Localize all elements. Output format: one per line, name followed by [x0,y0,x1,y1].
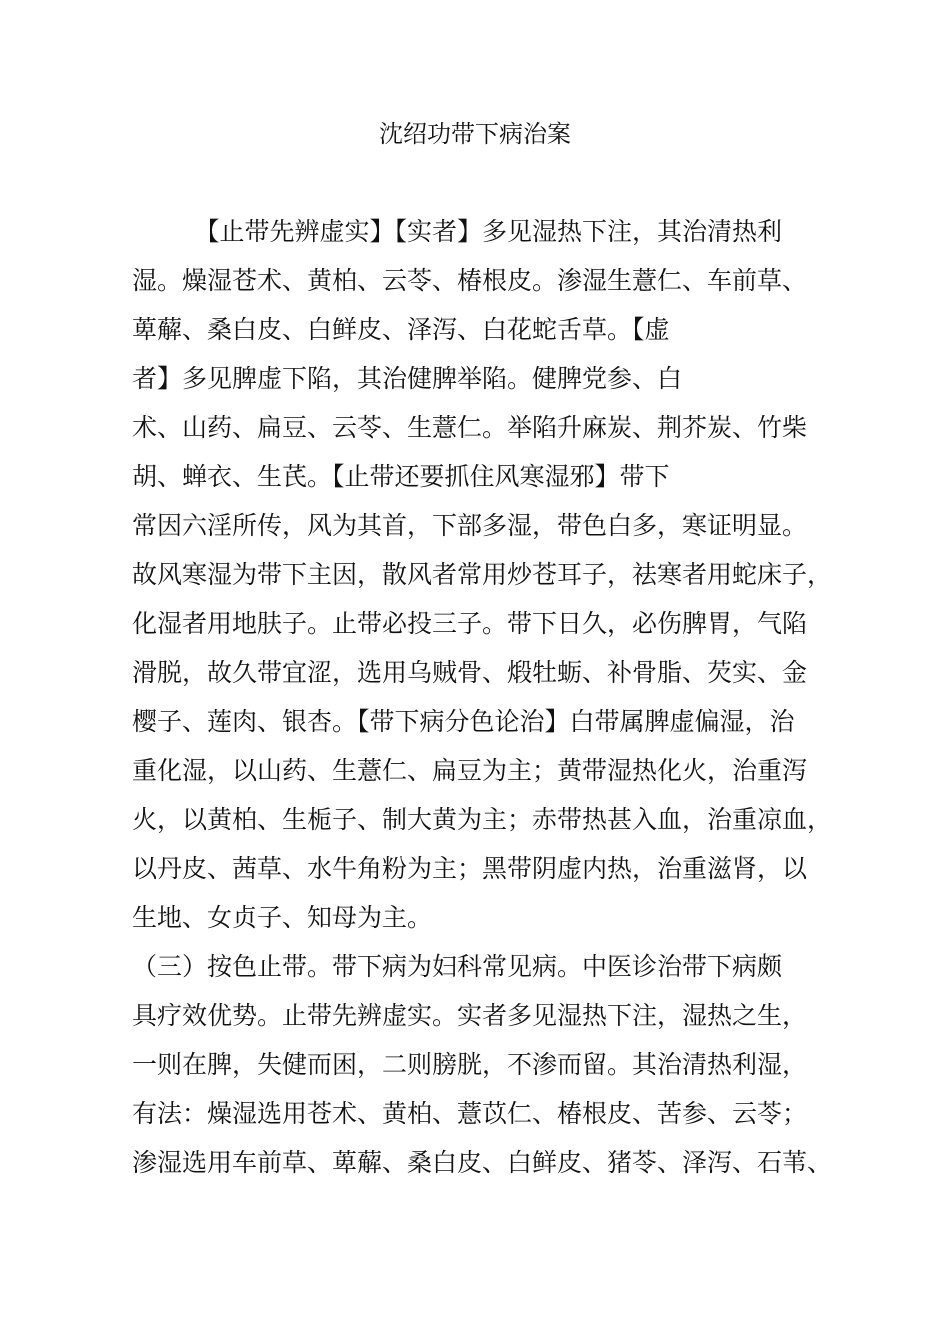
text-line: 常因六淫所传，风为其首，下部多湿，带色白多，寒证明显。 [132,511,808,540]
text-line: 故风寒湿为带下主因，散风者常用炒苍耳子，祛寒者用蛇床子， [132,560,833,589]
document-title: 沈绍功带下病治案 [379,120,571,148]
text-line: 生地、女贞子、知母为主。 [132,903,433,932]
text-line: 火，以黄柏、生栀子、制大黄为主；赤带热甚入血，治重凉血， [132,805,833,834]
text-line: 渗湿选用车前草、萆薢、桑白皮、白鲜皮、猪苓、泽泻、石苇、 [132,1148,833,1177]
text-line: 术、山药、扁豆、云苓、生薏仁。举陷升麻炭、荆芥炭、竹柴 [132,413,808,442]
text-line: 【止带先辨虚实】【实者】多见湿热下注，其治清热利 [132,217,783,246]
text-line: 重化湿，以山药、生薏仁、扁豆为主；黄带湿热化火，治重泻 [132,756,808,785]
text-line: 一则在脾，失健而困，二则膀胱，不渗而留。其治清热利湿， [132,1050,808,1079]
text-line: 者】多见脾虚下陷，其治健脾举陷。健脾党参、白 [132,364,683,393]
text-line: 萆薢、桑白皮、白鲜皮、泽泻、白花蛇舌草。【虚 [132,315,670,344]
text-line: 樱子、莲肉、银杏。【带下病分色论治】白带属脾虚偏湿，治 [132,707,795,736]
text-line: 滑脱，故久带宜涩，选用乌贼骨、煅牡蛎、补骨脂、芡实、金 [132,658,808,687]
text-line: 湿。燥湿苍术、黄柏、云苓、椿根皮。渗湿生薏仁、车前草、 [132,266,808,295]
text-line: 胡、蝉衣、生芪。【止带还要抓住风寒湿邪】带下 [132,462,670,491]
text-line: 具疗效优势。止带先辨虚实。实者多见湿热下注，湿热之生， [132,1001,808,1030]
text-line: 以丹皮、茜草、水牛角粉为主；黑带阴虚内热，治重滋肾，以 [132,854,808,883]
text-line: 化湿者用地肤子。止带必投三子。带下日久，必伤脾胃，气陷 [132,609,808,638]
text-line: （三）按色止带。带下病为妇科常见病。中医诊治带下病颇 [132,952,783,981]
document-body [132,207,832,1187]
text-line: 有法：燥湿选用苍术、黄柏、薏苡仁、椿根皮、苦参、云苓； [132,1099,808,1128]
